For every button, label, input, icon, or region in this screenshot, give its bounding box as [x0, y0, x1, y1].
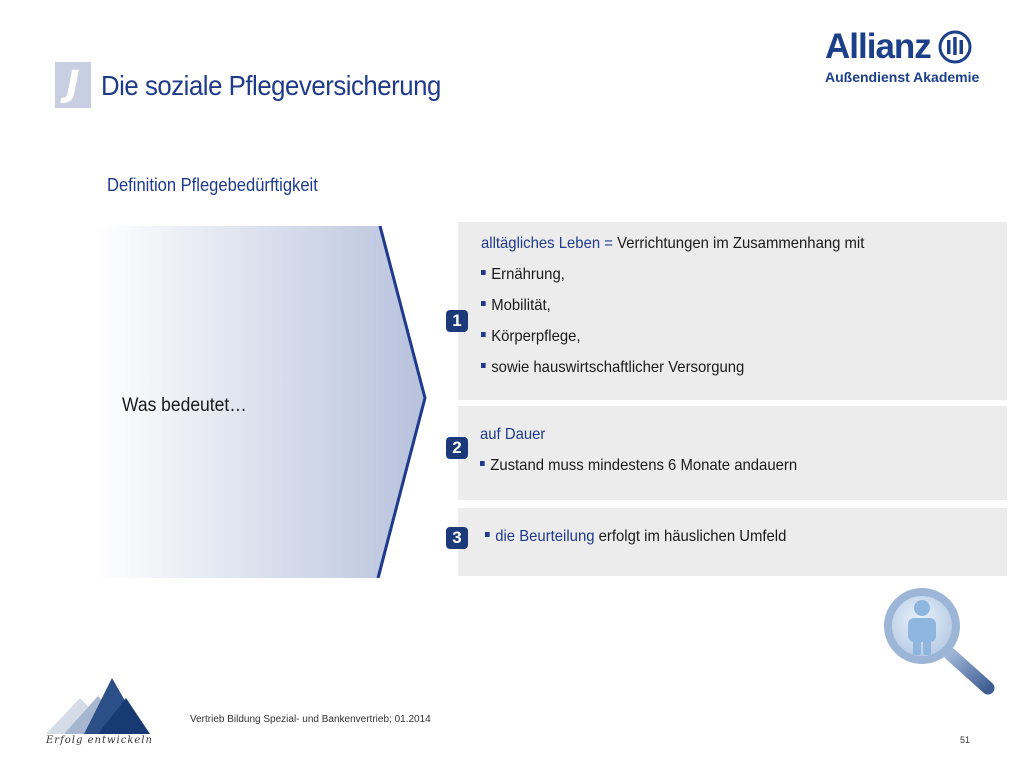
number-badge-3: 3	[446, 527, 468, 549]
question-label: Was bedeutet…	[122, 395, 247, 416]
brand-name: Allianz	[825, 27, 931, 66]
number-badge-1: 1	[446, 310, 468, 332]
page-number: 51	[960, 735, 971, 745]
item-1-heading-accent: alltägliches Leben =	[481, 235, 618, 252]
item-1-heading-rest: Verrichtungen im Zusammenhang mit	[617, 235, 865, 252]
list-item-text: sowie hauswirtschaftlicher Versorgung	[491, 359, 745, 376]
list-item	[481, 266, 565, 284]
item-3-accent: die Beurteilung	[495, 528, 595, 545]
list-item	[480, 457, 797, 475]
list-item	[481, 328, 581, 346]
search-person-icon	[878, 584, 998, 696]
list-item-text: Körperpflege,	[491, 328, 581, 345]
item-box-2	[458, 406, 1007, 500]
pyramid-logo-icon	[46, 676, 150, 738]
list-item	[481, 359, 744, 377]
bullet-square-icon	[481, 270, 486, 275]
item-box-1	[458, 222, 1007, 400]
item-2-heading: auf Dauer	[480, 426, 546, 443]
item-box-3	[458, 508, 1007, 576]
list-item	[481, 297, 551, 315]
list-item-text: Ernährung,	[491, 266, 565, 283]
bullet-square-icon	[485, 532, 490, 537]
item-3-rest: erfolgt im häuslichen Umfeld	[594, 528, 787, 545]
footer-text: Vertrieb Bildung Spezial- und Bankenvertrieb; 01.2014	[190, 714, 431, 725]
brand-subtitle: Außendienst Akademie	[825, 69, 980, 85]
bullet-square-icon	[480, 461, 485, 466]
item-1-heading	[481, 235, 864, 253]
bullet-square-icon	[481, 301, 486, 306]
number-badge-2: 2	[446, 437, 468, 459]
bullet-square-icon	[481, 332, 486, 337]
footer-slogan: Erfolg entwickeln	[46, 735, 153, 746]
page-title: Die soziale Pflegeversicherung	[101, 70, 441, 101]
list-item-text: Mobilität,	[491, 297, 551, 314]
allianz-eagle-icon	[938, 30, 972, 64]
bullet-square-icon	[481, 363, 486, 368]
section-letter: J	[55, 62, 91, 108]
list-item	[485, 528, 786, 546]
section-subtitle: Definition Pflegebedürftigkeit	[107, 175, 318, 195]
list-item-text: Zustand muss mindestens 6 Monate andauern	[490, 457, 798, 474]
